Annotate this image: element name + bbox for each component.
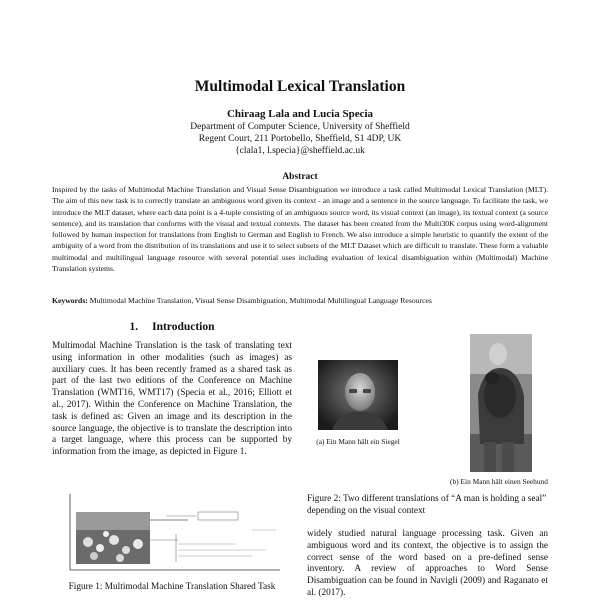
section-heading bbox=[52, 321, 292, 333]
affiliation-line-2: Regent Court, 211 Portobello, Sheffield, S1 4DP, UK bbox=[198, 134, 402, 144]
keywords-text: Multimodal Machine Translation, Visual Sense Disambiguation, Multimodal Multilingual Language Resources bbox=[89, 296, 432, 305]
keywords-label: Keywords: bbox=[52, 296, 88, 305]
figure-2-caption: Figure 2: Two different translations of “A man is holding a seal” depending on the visual context bbox=[307, 494, 547, 516]
abstract-heading: Abstract bbox=[282, 172, 318, 182]
intro-paragraph: Multimodal Machine Translation is the task of translating text using information in other modalities (such as images) as auxiliary cues. It has been recently framed as a shared task as part of the last two editions of the Conference on Machine Translation (WMT16, WMT17) (Specia et al., 2016; Elliott et al., 2017). Within the Conference on Machine Translation, the task is defined as: Given an image and its description in the source language, the objective is to translate the description into a target language, where this process can be supported by information from the image, as depicted in Figure 1. bbox=[52, 341, 292, 458]
paper-title: Multimodal Lexical Translation bbox=[194, 78, 406, 95]
figure-1 bbox=[66, 492, 282, 574]
figure-2a-image bbox=[318, 360, 398, 430]
right-column-paragraph: widely studied natural language processing task. Given an ambiguous word and its context, the objective is to assign the correct sense of the word based on a pre-defined sense inventory. A review of approaches to Word Sense Disambiguation can be found in Navigli (2009) and Raganato et al. (2017). bbox=[307, 529, 548, 598]
paper-authors: Chiraag Lala and Lucia Specia bbox=[226, 108, 374, 120]
keywords bbox=[52, 296, 548, 305]
figure-1-diagram bbox=[66, 492, 282, 574]
figure-1-caption: Figure 1: Multimodal Machine Translation Shared Task bbox=[68, 582, 276, 592]
abstract-text: Inspired by the tasks of Multimodal Machine Translation and Visual Sense Disambiguation we introduce a task called Multimodal Lexical Translation (MLT). The aim of this new task is to correctly translate an ambiguous word given its context - an image and a sentence in the source language. To facilitate the task, we introduce the MLT dataset, where each data point is a 4-tuple consisting of an ambiguous source word, its visual context (an image), its textual context (a source sentence), and its translation that conforms with the visual and textual contexts. The dataset has been created from the Multi30K corpus using word-alignment followed by human inspection for translations from English to German and English to French. We also introduce a simple heuristic to quantify the extent of the ambiguity of a word from the distribution of its translations and use it to select subsets of the MLT Dataset which are difficult to translate. These form a valuable multimodal and multilingual language resource with several potential uses including evaluation of lexical disambiguation within (Multimodal) Machine Translation systems. bbox=[52, 185, 548, 274]
affiliation-email: {clala1, l.specia}@sheffield.ac.uk bbox=[235, 146, 365, 156]
section-title: Introduction bbox=[152, 321, 215, 333]
section-number: 1. bbox=[129, 321, 139, 333]
affiliation-line-1: Department of Computer Science, University of Sheffield bbox=[190, 122, 410, 132]
figure-2b-image bbox=[470, 334, 532, 472]
figure-2b-subcaption: (b) Ein Mann hält einen Seehund bbox=[450, 477, 548, 486]
figure-2a-subcaption: (a) Ein Mann hält ein Siegel bbox=[316, 437, 400, 446]
